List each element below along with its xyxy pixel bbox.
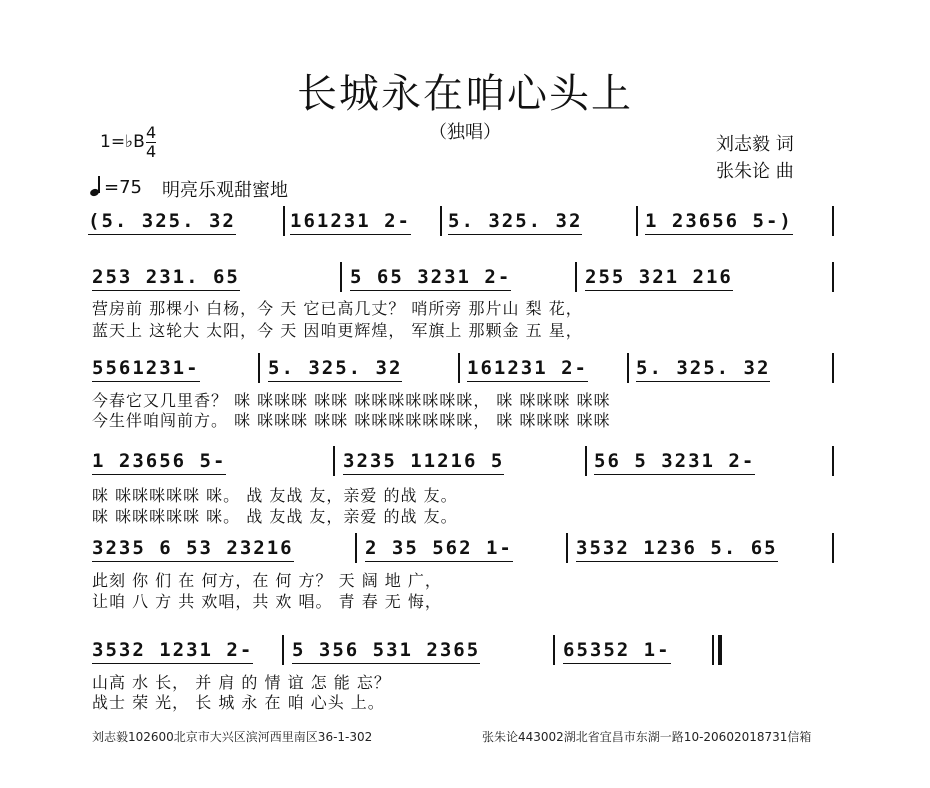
final-barline — [718, 635, 722, 665]
barline — [832, 533, 834, 563]
lyric-verse-2: 让咱 八 方 共 欢唱，共 欢 唱。 青 春 无 悔， — [92, 592, 442, 611]
barline — [553, 635, 555, 665]
lyric-verse-1: 营房前 那棵小 白杨，今 天 它已高几丈？ 哨所旁 那片山 梨 花， — [92, 299, 583, 318]
barline — [282, 635, 284, 665]
meter-bottom: 4 — [146, 142, 157, 161]
barline — [636, 206, 638, 236]
time-signature — [146, 124, 156, 161]
tempo-value: =75 — [104, 177, 142, 198]
song-title: 长城永在咱心头上 — [297, 71, 633, 117]
barline — [575, 262, 577, 292]
lyric-verse-1: 山高 水 长， 并 肩 的 情 谊 怎 能 忘？ — [92, 673, 391, 692]
measure-group: 56 5 3231 2- — [594, 450, 755, 475]
barline — [566, 533, 568, 563]
barline — [355, 533, 357, 563]
notation-line-1 — [0, 210, 930, 250]
composer-address: 张朱论443002湖北省宜昌市东湖一路10-20602018731信箱 — [482, 730, 812, 744]
barline — [440, 206, 442, 236]
barline — [832, 206, 834, 236]
measure-group: (5. 325. 32 — [88, 210, 236, 235]
measure-group: 3532 1231 2- — [92, 639, 253, 664]
quarter-note-icon — [90, 176, 102, 196]
measure-group: 5. 325. 32 — [448, 210, 582, 235]
lyricist-address: 刘志毅102600北京市大兴区滨河西里南区36-1-302 — [92, 730, 373, 744]
barline — [458, 353, 460, 383]
measure-group: 5. 325. 32 — [636, 357, 770, 382]
composer-credit: 张朱论 曲 — [716, 161, 794, 182]
barline — [340, 262, 342, 292]
barline — [627, 353, 629, 383]
measure-group: 161231 2- — [290, 210, 411, 235]
measure-group: 3235 11216 5 — [343, 450, 504, 475]
lyric-verse-2: 蓝天上 这轮大 太阳，今 天 因咱更辉煌， 军旗上 那颗金 五 星， — [92, 321, 583, 340]
measure-group: 2 35 562 1- — [365, 537, 513, 562]
measure-group: 3235 6 53 23216 — [92, 537, 294, 562]
barline — [832, 353, 834, 383]
measure-group: 65352 1- — [563, 639, 671, 664]
measure-group: 255 321 216 — [585, 266, 733, 291]
measure-group: 5 65 3231 2- — [350, 266, 511, 291]
tempo-marking — [90, 176, 142, 198]
barline — [283, 206, 285, 236]
performance-type: （独唱） — [429, 122, 501, 143]
barline — [333, 446, 335, 476]
measure-group: 253 231. 65 — [92, 266, 240, 291]
key-signature: 1=♭B — [100, 132, 145, 152]
lyric-verse-2: 今生伴咱闯前方。 咪 咪咪咪 咪咪 咪咪咪咪咪咪咪， 咪 咪咪咪 咪咪 — [92, 411, 611, 430]
barline — [258, 353, 260, 383]
tempo-description: 明亮乐观甜蜜地 — [162, 180, 288, 201]
lyric-verse-2: 咪 咪咪咪咪咪 咪。 战 友战 友，亲爱 的战 友。 — [92, 507, 458, 526]
measure-group: 5. 325. 32 — [268, 357, 402, 382]
measure-group: 5561231- — [92, 357, 200, 382]
barline — [832, 262, 834, 292]
meter-top: 4 — [146, 123, 157, 142]
measure-group: 5 356 531 2365 — [292, 639, 480, 664]
measure-group: 161231 2- — [467, 357, 588, 382]
barline — [832, 446, 834, 476]
lyric-verse-1: 此刻 你 们 在 何方，在 何 方？ 天 阔 地 广， — [92, 571, 442, 590]
measure-group: 1 23656 5-) — [645, 210, 793, 235]
barline — [712, 635, 714, 665]
lyric-verse-1: 咪 咪咪咪咪咪 咪。 战 友战 友，亲爱 的战 友。 — [92, 486, 458, 505]
lyricist-credit: 刘志毅 词 — [716, 134, 794, 155]
measure-group: 3532 1236 5. 65 — [576, 537, 778, 562]
lyric-verse-2: 战士 荣 光， 长 城 永 在 咱 心头 上。 — [92, 693, 385, 712]
barline — [585, 446, 587, 476]
lyric-verse-1: 今春它又几里香？ 咪 咪咪咪 咪咪 咪咪咪咪咪咪咪， 咪 咪咪咪 咪咪 — [92, 391, 611, 410]
measure-group: 1 23656 5- — [92, 450, 226, 475]
